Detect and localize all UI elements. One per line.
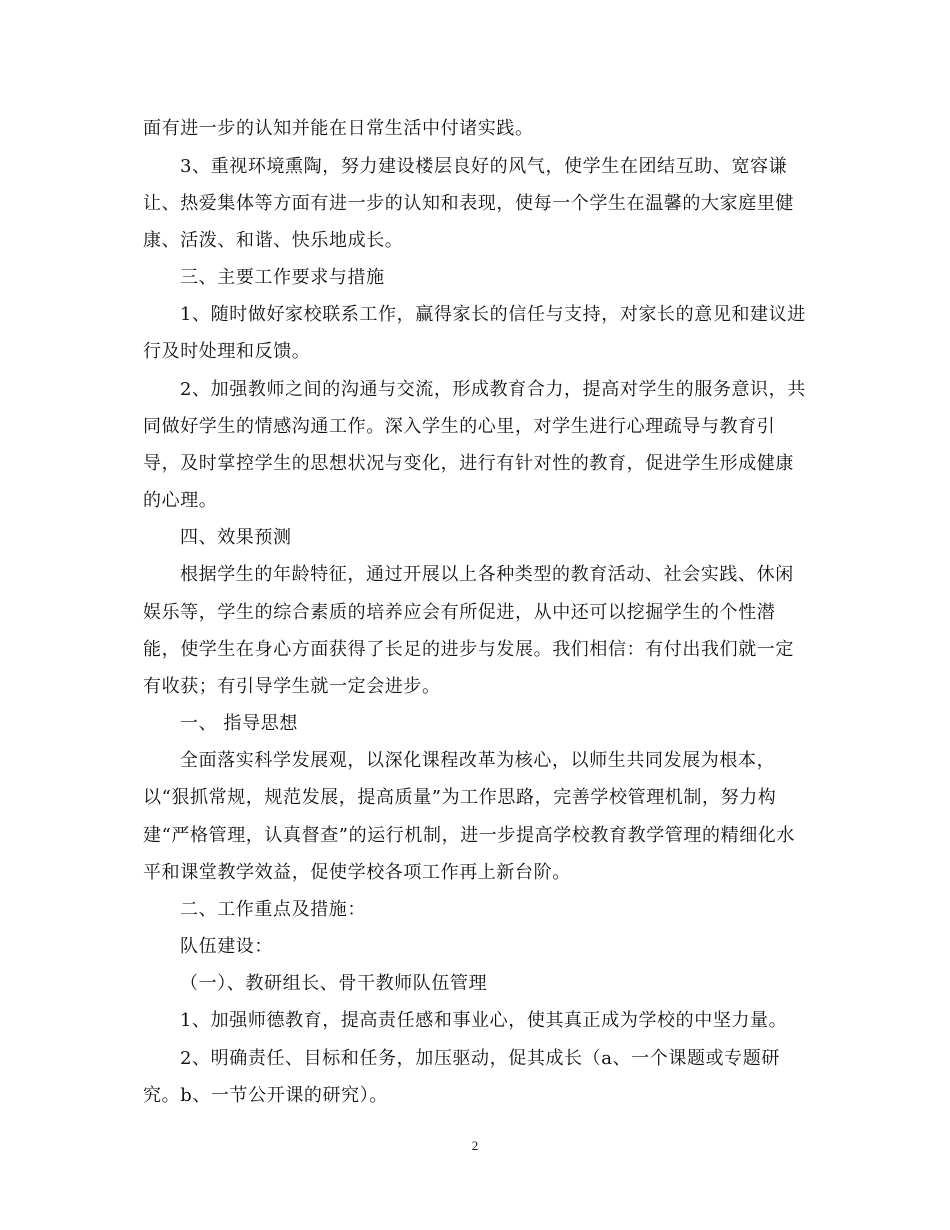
section-heading: 二、工作重点及措施： bbox=[180, 899, 366, 920]
section-heading: 四、效果预测 bbox=[180, 527, 292, 548]
text-line: 有收获；有引导学生就一定会进步。 bbox=[143, 676, 441, 697]
text-line: 同做好学生的情感沟通工作。深入学生的心里，对学生进行心理疏导与教育引 bbox=[143, 416, 776, 437]
text-line: 究。b、一节公开课的研究）。 bbox=[143, 1085, 388, 1106]
text-line: 平和课堂教学效益，促使学校各项工作再上新台阶。 bbox=[143, 862, 571, 883]
section-heading: 三、主要工作要求与措施 bbox=[180, 267, 385, 288]
page-number: 2 bbox=[471, 1138, 479, 1153]
text-line: 2、加强教师之间的沟通与交流，形成教育合力，提高对学生的服务意识，共 bbox=[180, 379, 806, 400]
subsection-heading: 队伍建设： bbox=[180, 936, 273, 957]
text-line: 的心理。 bbox=[143, 490, 218, 511]
text-line: 面有进一步的认知并能在日常生活中付诸实践。 bbox=[143, 118, 534, 139]
text-line: 行及时处理和反馈。 bbox=[143, 341, 311, 362]
text-line: 1、加强师德教育，提高责任感和事业心，使其真正成为学校的中坚力量。 bbox=[180, 1010, 788, 1031]
text-line: 1、随时做好家校联系工作，赢得家长的信任与支持，对家长的意见和建议进 bbox=[180, 304, 806, 325]
subsection-heading: （一）、教研组长、骨干教师队伍管理 bbox=[180, 973, 488, 994]
text-line: 让、热爱集体等方面有进一步的认知和表现，使每一个学生在温馨的大家庭里健 bbox=[143, 193, 794, 214]
text-line: 导，及时掌控学生的思想状况与变化，进行有针对性的教育，促进学生形成健康 bbox=[143, 453, 794, 474]
section-heading: 一、 指导思想 bbox=[180, 713, 298, 734]
text-line: 全面落实科学发展观，以深化课程改革为核心，以师生共同发展为根本， bbox=[180, 750, 776, 771]
text-line: 能，使学生在身心方面获得了长足的进步与发展。我们相信：有付出我们就一定 bbox=[143, 639, 794, 660]
text-line: 康、活泼、和谐、快乐地成长。 bbox=[143, 230, 404, 251]
text-line: 以“狠抓常规，规范发展，提高质量”为工作思路，完善学校管理机制，努力构 bbox=[143, 787, 777, 808]
text-line: 根据学生的年龄特征，通过开展以上各种类型的教育活动、社会实践、休闲 bbox=[180, 564, 794, 585]
text-line: 建“严格管理，认真督查”的运行机制，进一步提高学校教育教学管理的精细化水 bbox=[143, 825, 796, 846]
text-line: 娱乐等，学生的综合素质的培养应会有所促进，从中还可以挖掘学生的个性潜 bbox=[143, 602, 776, 623]
text-line: 3、重视环境熏陶，努力建设楼层良好的风气，使学生在团结互助、宽容谦 bbox=[180, 156, 788, 177]
text-line: 2、明确责任、目标和任务，加压驱动，促其成长（a、一个课题或专题研 bbox=[180, 1048, 780, 1069]
